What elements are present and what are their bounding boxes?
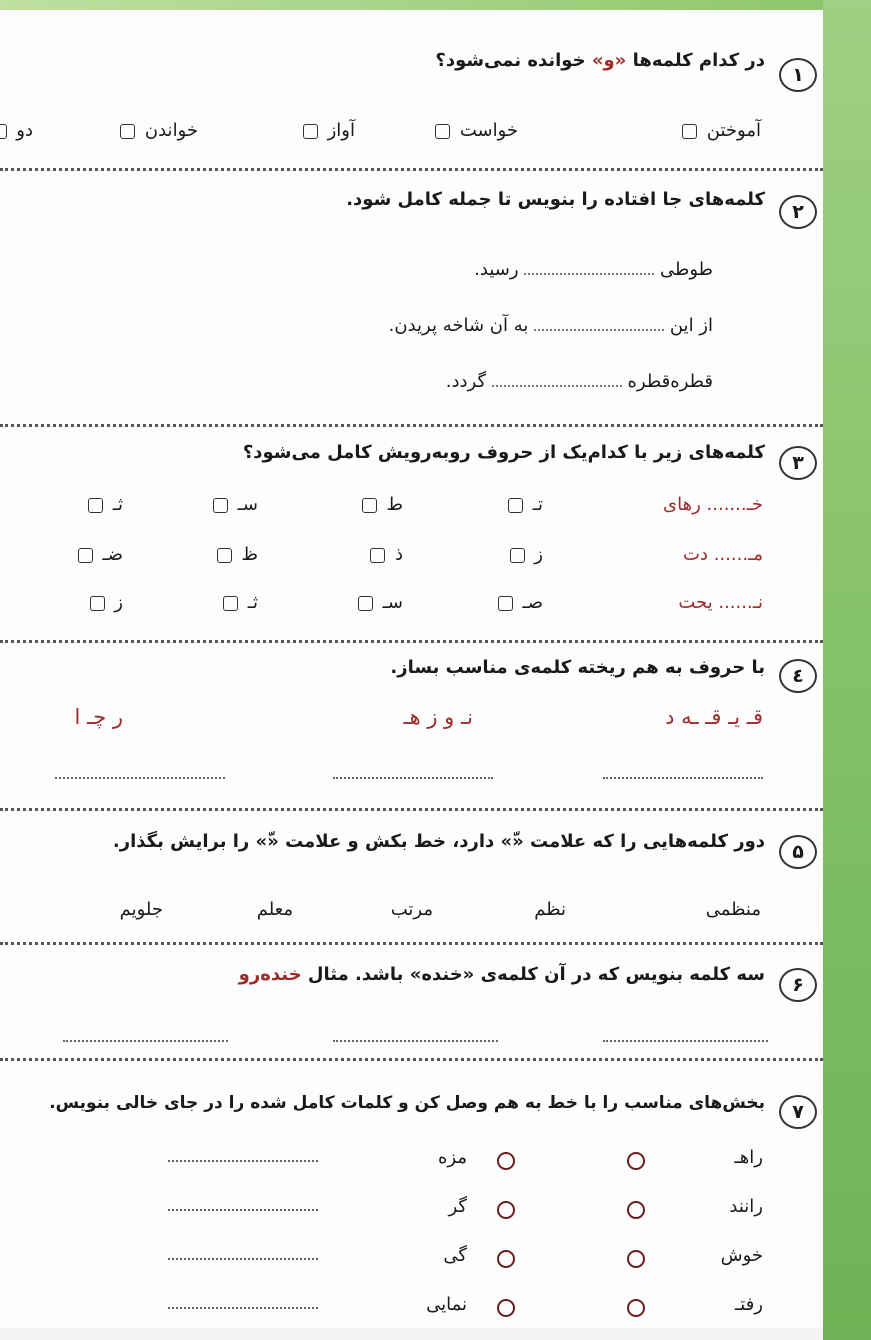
question-1 [0,0,823,175]
scrambled-letters-3: ر چـ ا [74,705,123,729]
choice-3-2[interactable]: سـ [354,592,403,613]
option-amookhtan[interactable]: آموختن [678,120,761,141]
question-5 [0,815,823,945]
blank[interactable] [534,329,664,331]
word-2: مـ...... دت [683,544,763,565]
word-moratab[interactable]: مرتب [390,899,433,920]
right-part-3: گی [443,1245,467,1266]
answer-line-4[interactable] [168,1307,318,1309]
blank[interactable] [492,385,622,387]
right-part-1: مزه [437,1147,467,1168]
option-do[interactable]: دو [0,120,33,141]
connector-dot-right-1[interactable] [497,1152,515,1170]
question-3 [0,430,823,640]
sentence-1: طوطی رسید. [474,259,713,280]
question-title: دور کلمه‌هایی را که علامت «ّ» دارد، خط بکش و علامت «ّ» را برایش بگذار. [112,831,765,852]
right-part-2: گر [448,1196,467,1217]
choice-2-2[interactable]: ذ [366,544,403,565]
scrambled-letters-2: نـ و ز هـ [403,705,473,729]
connector-dot-left-2[interactable] [627,1201,645,1219]
answer-line-1[interactable] [603,1040,768,1042]
side-green-margin [823,0,871,1340]
question-4 [0,645,823,805]
question-2 [0,175,823,425]
question-title: در کدام کلمه‌ها «و» خوانده نمی‌شود؟ [435,50,765,71]
connector-dot-right-4[interactable] [497,1299,515,1317]
answer-line-1[interactable] [168,1160,318,1162]
sentence-3: قطره‌قطره گردد. [445,371,713,392]
question-6 [0,950,823,1060]
question-number: ۱ [779,58,817,92]
left-part-1: راهـ [734,1147,763,1168]
section-divider [0,168,823,171]
section-divider [0,942,823,945]
question-number: ۶ [779,968,817,1002]
section-divider [0,424,823,427]
question-number: ۵ [779,835,817,869]
answer-line-3[interactable] [63,1040,228,1042]
connector-dot-right-3[interactable] [497,1250,515,1268]
question-title: کلمه‌های جا افتاده را بنویس تا جمله کامل شود. [346,189,765,210]
choice-1-3[interactable]: سـ [209,494,258,515]
right-part-4: نمایی [426,1294,467,1315]
answer-line-2[interactable] [333,777,493,779]
choice-1-1[interactable]: تـ [504,494,543,515]
answer-line-3[interactable] [168,1258,318,1260]
answer-line-1[interactable] [603,777,763,779]
connector-dot-left-1[interactable] [627,1152,645,1170]
question-title: با حروف به هم ریخته کلمه‌ی مناسب بساز. [390,657,765,678]
answer-line-3[interactable] [55,777,225,779]
choice-3-4[interactable]: ز [86,592,123,613]
word-moallem[interactable]: معلم [256,899,293,920]
checkbox[interactable] [303,124,318,139]
sentence-2: از این به آن شاخه پریدن. [388,315,713,336]
word-monazzami[interactable]: منظمی [705,899,761,920]
word-3: نـ...... یحت [678,592,763,613]
scrambled-letters-1: قـ یـ قـ ـه د [665,705,763,729]
choice-2-1[interactable]: ز [506,544,543,565]
left-part-2: رانند [729,1196,763,1217]
question-number: ٤ [779,659,817,693]
answer-line-2[interactable] [168,1209,318,1211]
checkbox[interactable] [435,124,450,139]
question-number: ۷ [779,1095,817,1129]
checkbox[interactable] [682,124,697,139]
connector-dot-right-2[interactable] [497,1201,515,1219]
section-divider [0,808,823,811]
choice-2-3[interactable]: ظ [213,544,258,565]
question-7 [0,1065,823,1330]
question-title: کلمه‌های زیر با کدام‌یک از حروف روبه‌رویش کامل می‌شود؟ [242,442,765,463]
choice-3-3[interactable]: ثـ [219,592,258,613]
answer-line-2[interactable] [333,1040,498,1042]
connector-dot-left-3[interactable] [627,1250,645,1268]
section-divider [0,1058,823,1061]
blank[interactable] [524,273,654,275]
question-number: ۳ [779,446,817,480]
example-word: خنده‌رو [238,964,302,985]
checkbox[interactable] [120,124,135,139]
word-jeloyam[interactable]: جلویم [119,899,163,920]
question-number: ۲ [779,195,817,229]
word-1: خـ....... رهای [663,494,763,515]
question-title: بخش‌های مناسب را با خط به هم وصل کن و کلمات کامل شده را در جای خالی بنویس. [49,1093,765,1113]
option-avaz[interactable]: آواز [299,120,355,141]
word-nazm[interactable]: نظم [534,899,566,920]
option-khast[interactable]: خواست [431,120,518,141]
section-divider [0,640,823,643]
option-khandan[interactable]: خواندن [116,120,198,141]
choice-1-2[interactable]: ط [358,494,403,515]
question-title: سه کلمه بنویس که در آن کلمه‌ی «خنده» باشد. مثال خنده‌رو [238,964,765,985]
choice-1-4[interactable]: ثـ [84,494,123,515]
left-part-3: خوش [720,1245,763,1266]
connector-dot-left-4[interactable] [627,1299,645,1317]
left-part-4: رفتـ [734,1294,763,1315]
choice-2-4[interactable]: ضـ [74,544,123,565]
choice-3-1[interactable]: صـ [494,592,543,613]
checkbox[interactable] [0,124,7,139]
